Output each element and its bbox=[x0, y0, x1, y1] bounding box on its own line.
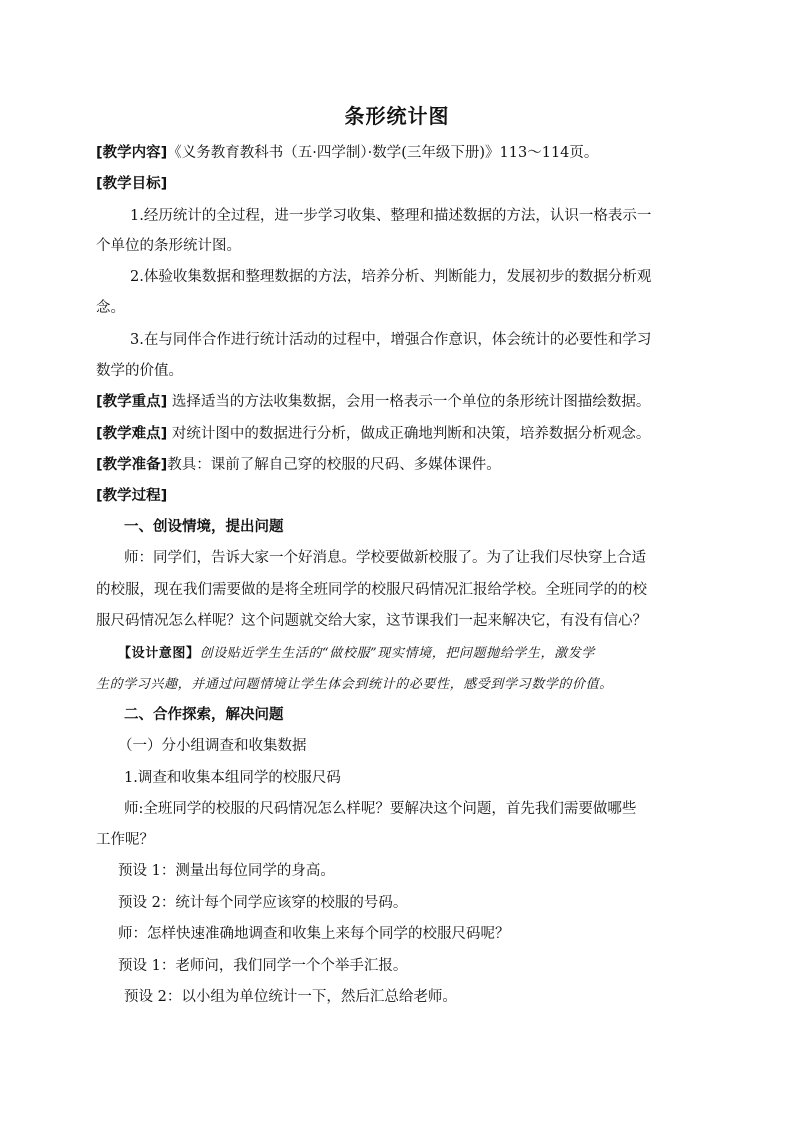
preparation-text: 教具：课前了解自己穿的校服的尺码、多媒体课件。 bbox=[167, 457, 501, 473]
key-point-label: [教学重点] bbox=[96, 394, 168, 410]
page-title: 条形统计图 bbox=[344, 104, 450, 128]
goal-2-line-1: 2.体验收集数据和整理数据的方法，培养分析、判断能力，发展初步的数据分析观 bbox=[130, 269, 652, 285]
teacher-speech-3: 师：怎样快速准确地调查和收集上来每个同学的校服尺码呢？ bbox=[118, 926, 510, 942]
key-point-text: 选择适当的方法收集数据，会用一格表示一个单位的条形统计图描绘数据。 bbox=[171, 394, 651, 410]
teaching-goals-heading: [教学目标] bbox=[96, 176, 168, 192]
preset-4: 预设 2：以小组为单位统计一下，然后汇总给老师。 bbox=[124, 989, 457, 1005]
difficulty-line bbox=[96, 424, 650, 444]
preset-2: 预设 2：统计每个同学应该穿的校服的号码。 bbox=[118, 895, 408, 911]
teacher-speech-2-line-2: 工作呢？ bbox=[96, 832, 154, 848]
teaching-content-text: 《义务教育教科书（五·四学制）·数学(三年级下册)》113～114页。 bbox=[167, 145, 599, 161]
subsection-1-heading: （一）分小组调查和收集数据 bbox=[118, 738, 307, 754]
teacher-speech-1-line-2: 的校服，现在我们需要做的是将全班同学的校服尺码情况汇报给学校。全班同学的的校 bbox=[96, 582, 647, 598]
teaching-content-line bbox=[96, 143, 598, 163]
section-2-heading: 二、合作探索，解决问题 bbox=[124, 707, 284, 723]
goal-3-line-1: 3.在与同伴合作进行统计活动的过程中，增强合作意识，体会统计的必要性和学习 bbox=[130, 332, 652, 348]
goal-1-line-1: 1.经历统计的全过程，进一步学习收集、整理和描述数据的方法，认识一格表示一 bbox=[130, 208, 652, 224]
teacher-speech-2-line-1: 师:全班同学的校服的尺码情况怎么样呢？要解决这个问题，首先我们需要做哪些 bbox=[124, 801, 637, 817]
teacher-speech-1-line-1: 师：同学们，告诉大家一个好消息。学校要做新校服了。为了让我们尽快穿上合适 bbox=[124, 550, 646, 566]
key-point-line bbox=[96, 392, 650, 412]
goal-2-line-2: 念。 bbox=[96, 300, 125, 316]
goal-3-line-2: 数学的价值。 bbox=[96, 363, 183, 379]
design-intent-line-1 bbox=[118, 644, 595, 664]
preset-1: 预设 1：测量出每位同学的身高。 bbox=[118, 863, 335, 879]
subsection-1-item-1: 1.调查和收集本组同学的校服尺码 bbox=[124, 770, 341, 786]
teacher-speech-1-line-3: 服尺码情况怎么样呢？这个问题就交给大家，这节课我们一起来解决它，有没有信心？ bbox=[96, 613, 647, 629]
goal-1-line-2: 个单位的条形统计图。 bbox=[96, 238, 241, 254]
design-intent-label: 【设计意图】 bbox=[118, 646, 200, 661]
teaching-content-label: [教学内容] bbox=[96, 145, 168, 161]
preparation-line bbox=[96, 455, 501, 475]
preparation-label: [教学准备] bbox=[96, 457, 168, 473]
teaching-process-heading: [教学过程] bbox=[96, 488, 168, 504]
preset-3: 预设 1：老师问，我们同学一个个举手汇报。 bbox=[118, 958, 408, 974]
design-intent-line-2: 生的学习兴趣，并通过问题情境让学生体会到统计的必要性，感受到学习数学的价值。 bbox=[96, 677, 613, 692]
difficulty-label: [教学难点] bbox=[96, 426, 168, 442]
design-intent-text-1: 创设贴近学生生活的“做校服”现实情境，把问题抛给学生，激发学 bbox=[199, 646, 595, 661]
difficulty-text: 对统计图中的数据进行分析，做成正确地判断和决策，培养数据分析观念。 bbox=[171, 426, 651, 442]
section-1-heading: 一、创设情境，提出问题 bbox=[124, 519, 284, 535]
